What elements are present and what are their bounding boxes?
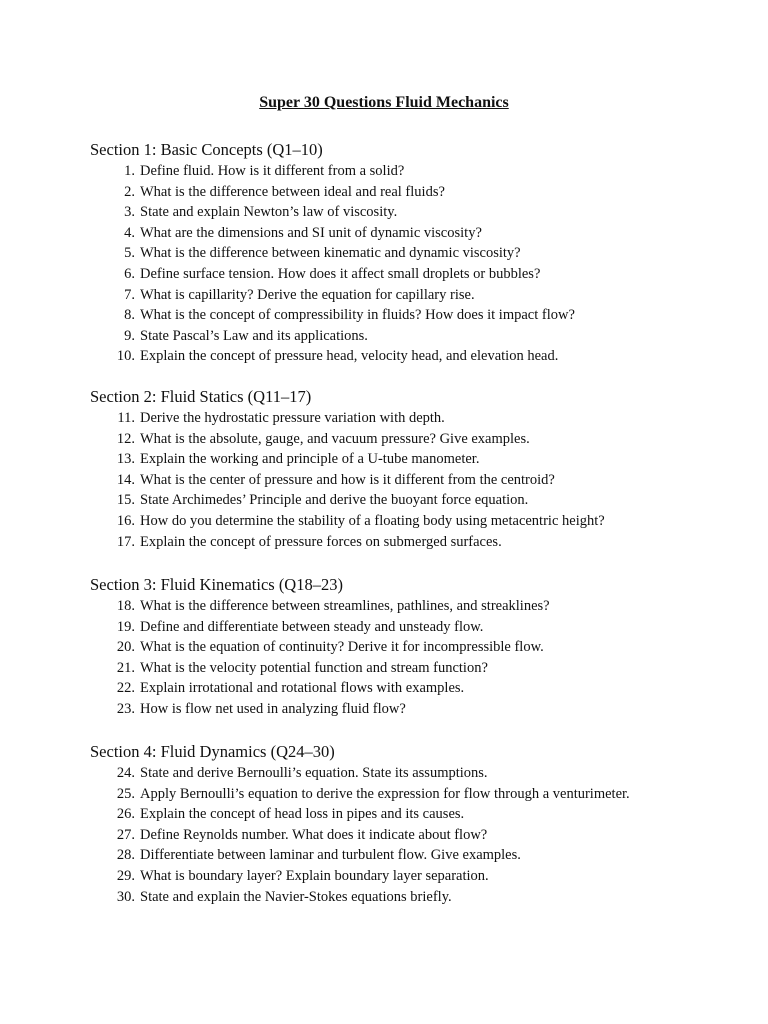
- question-number: 25.: [116, 785, 135, 802]
- question-number: 6.: [124, 265, 135, 282]
- question-number: 11.: [117, 410, 135, 426]
- question-number: 12.: [116, 430, 135, 447]
- question-text: Differentiate between laminar and turbulent flow. Give examples.: [140, 847, 521, 864]
- question-number: 15.: [116, 492, 135, 509]
- section-fluid-kinematics: [90, 574, 730, 720]
- question-item: [90, 804, 730, 825]
- question-list: [90, 408, 730, 552]
- question-number: 13.: [116, 451, 135, 468]
- question-item: [90, 887, 730, 908]
- question-text: What is the difference between streamlines, pathlines, and streaklines?: [140, 598, 550, 614]
- section-heading: Section 4: Fluid Dynamics (Q24–30): [90, 742, 335, 761]
- question-item: [90, 305, 730, 326]
- question-text: What is the difference between ideal and real fluids?: [140, 183, 445, 200]
- question-text: Define fluid. How is it different from a solid?: [140, 163, 405, 179]
- question-number: 7.: [124, 286, 135, 303]
- question-item: [90, 637, 730, 658]
- question-text: Derive the hydrostatic pressure variation with depth.: [140, 410, 445, 426]
- question-list: [90, 161, 730, 367]
- question-item: [90, 866, 730, 887]
- question-item: [90, 511, 730, 532]
- question-number: 29.: [116, 867, 135, 884]
- question-text: Define surface tension. How does it affect small droplets or bubbles?: [140, 265, 541, 282]
- question-item: [90, 285, 730, 306]
- question-item: [90, 223, 730, 244]
- question-text: Explain the concept of pressure forces on submerged surfaces.: [140, 533, 502, 550]
- question-number: 5.: [124, 245, 135, 262]
- section-heading: Section 1: Basic Concepts (Q1–10): [90, 140, 323, 159]
- question-text: State Pascal’s Law and its applications.: [140, 327, 368, 344]
- question-number: 4.: [124, 224, 135, 241]
- question-number: 24.: [116, 765, 135, 781]
- question-number: 26.: [116, 806, 135, 823]
- question-item: [90, 596, 730, 617]
- question-item: [90, 326, 730, 347]
- question-text: Explain the working and principle of a U-tube manometer.: [140, 451, 480, 468]
- question-item: [90, 763, 730, 784]
- question-number: 21.: [116, 659, 135, 676]
- question-text: How is flow net used in analyzing fluid flow?: [140, 700, 406, 717]
- question-text: What is the velocity potential function and stream function?: [140, 659, 488, 676]
- question-number: 8.: [124, 307, 135, 324]
- question-text: What is the difference between kinematic and dynamic viscosity?: [140, 245, 521, 262]
- question-number: 17.: [116, 533, 135, 550]
- question-item: [90, 784, 730, 805]
- question-list: [90, 763, 730, 907]
- question-item: [90, 408, 730, 429]
- question-number: 18.: [116, 598, 135, 614]
- question-number: 2.: [124, 183, 135, 200]
- question-text: What is the absolute, gauge, and vacuum pressure? Give examples.: [140, 430, 530, 447]
- question-text: What is the center of pressure and how is it different from the centroid?: [140, 471, 555, 488]
- question-number: 27.: [116, 826, 135, 843]
- question-text: Define Reynolds number. What does it indicate about flow?: [140, 826, 488, 843]
- question-item: [90, 243, 730, 264]
- question-text: What is capillarity? Derive the equation for capillary rise.: [140, 286, 475, 303]
- question-item: [90, 699, 730, 720]
- section-heading: Section 2: Fluid Statics (Q11–17): [90, 387, 312, 406]
- question-number: 9.: [124, 327, 135, 344]
- question-text: State and explain Newton’s law of viscosity.: [140, 204, 398, 221]
- question-item: [90, 346, 730, 367]
- question-number: 10.: [116, 348, 135, 365]
- question-text: Define and differentiate between steady and unsteady flow.: [140, 618, 484, 635]
- section-fluid-statics: [90, 386, 730, 552]
- question-number: 22.: [116, 680, 135, 697]
- question-item: [90, 845, 730, 866]
- question-item: [90, 532, 730, 553]
- question-number: 14.: [116, 471, 135, 488]
- question-number: 3.: [124, 204, 135, 221]
- question-number: 28.: [116, 847, 135, 864]
- question-item: [90, 429, 730, 450]
- question-text: State and explain the Navier-Stokes equations briefly.: [140, 888, 452, 905]
- document-title: Super 30 Questions Fluid Mechanics: [259, 94, 509, 111]
- section-heading: Section 3: Fluid Kinematics (Q18–23): [90, 575, 343, 594]
- question-item: [90, 161, 730, 182]
- question-text: Apply Bernoulli’s equation to derive the expression for flow through a venturimeter.: [140, 785, 630, 802]
- question-text: Explain the concept of head loss in pipes and its causes.: [140, 806, 465, 823]
- question-text: What are the dimensions and SI unit of dynamic viscosity?: [140, 224, 482, 241]
- question-list: [90, 596, 730, 720]
- question-number: 20.: [116, 639, 135, 656]
- question-item: [90, 617, 730, 638]
- question-text: Explain irrotational and rotational flows with examples.: [140, 680, 465, 697]
- question-item: [90, 182, 730, 203]
- question-text: State and derive Bernoulli’s equation. State its assumptions.: [140, 765, 488, 781]
- question-text: How do you determine the stability of a floating body using metacentric height?: [140, 512, 605, 529]
- question-item: [90, 490, 730, 511]
- section-fluid-dynamics: [90, 741, 730, 907]
- section-basic-concepts: [90, 139, 730, 367]
- question-item: [90, 678, 730, 699]
- question-number: 16.: [116, 512, 135, 529]
- question-text: State Archimedes’ Principle and derive the buoyant force equation.: [140, 492, 529, 509]
- question-item: [90, 449, 730, 470]
- question-number: 1.: [124, 163, 135, 179]
- question-item: [90, 470, 730, 491]
- question-item: [90, 264, 730, 285]
- question-number: 19.: [116, 618, 135, 635]
- question-number: 30.: [116, 888, 135, 905]
- question-text: Explain the concept of pressure head, velocity head, and elevation head.: [140, 348, 559, 365]
- question-text: What is the equation of continuity? Derive it for incompressible flow.: [140, 639, 544, 656]
- question-item: [90, 658, 730, 679]
- question-text: What is boundary layer? Explain boundary layer separation.: [140, 867, 489, 884]
- question-text: What is the concept of compressibility in fluids? How does it impact flow?: [140, 307, 575, 324]
- question-item: [90, 202, 730, 223]
- question-item: [90, 825, 730, 846]
- question-number: 23.: [116, 700, 135, 717]
